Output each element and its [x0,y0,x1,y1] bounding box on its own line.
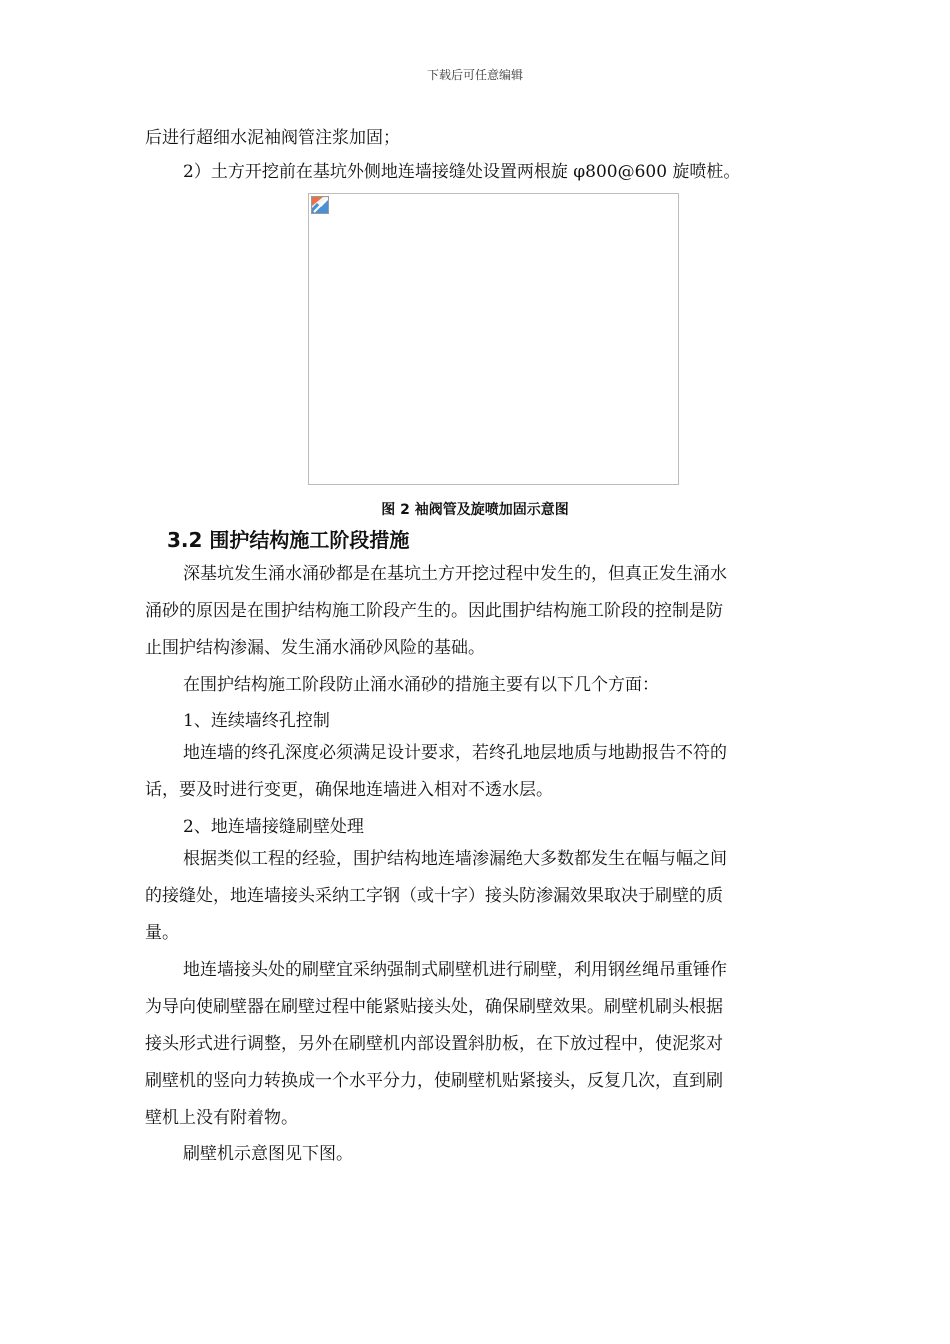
list-item-1: 1、连续墙终孔控制 [183,711,330,731]
paragraph-line: 涌砂的原因是在围护结构施工阶段产生的。因此围护结构施工阶段的控制是防 [145,601,723,621]
paragraph-line: 为导向使刷壁器在刷壁过程中能紧贴接头处，确保刷壁效果。刷壁机刷头根据 [145,997,723,1017]
paragraph-line: 接头形式进行调整，另外在刷壁机内部设置斜肋板，在下放过程中，使泥浆对 [145,1034,723,1054]
paragraph-line: 地连墙的终孔深度必须满足设计要求，若终孔地层地质与地勘报告不符的 [183,743,727,763]
paragraph-line: 刷壁机示意图见下图。 [183,1144,353,1164]
page-header: 下载后可任意编辑 [426,68,523,82]
figure-caption: 图 2 袖阀管及旋喷加固示意图 [381,502,569,518]
paragraph-line: 止围护结构渗漏、发生涌水涌砂风险的基础。 [145,638,485,658]
paragraph-line: 的接缝处，地连墙接头采纳工字钢（或十字）接头防渗漏效果取决于刷壁的质 [145,886,723,906]
paragraph-line: 在围护结构施工阶段防止涌水涌砂的措施主要有以下几个方面： [183,675,659,695]
paragraph-line: 地连墙接头处的刷壁宜采纳强制式刷壁机进行刷壁，利用钢丝绳吊重锤作 [183,960,727,980]
list-item-2: 2、地连墙接缝刷壁处理 [183,817,364,837]
paragraph-line: 刷壁机的竖向力转换成一个水平分力，使刷壁机贴紧接头，反复几次，直到刷 [145,1071,723,1091]
paragraph-line: 话，要及时进行变更，确保地连墙进入相对不透水层。 [145,780,553,800]
paragraph-line: 深基坑发生涌水涌砂都是在基坑土方开挖过程中发生的，但真正发生涌水 [183,564,727,584]
paragraph-line: 量。 [145,923,179,943]
figure-placeholder [308,193,679,485]
section-heading: 3.2 围护结构施工阶段措施 [167,528,410,552]
paragraph-line: 根据类似工程的经验，围护结构地连墙渗漏绝大多数都发生在幅与幅之间 [183,849,727,869]
paragraph-line: 壁机上没有附着物。 [145,1108,298,1128]
broken-image-icon [311,196,329,214]
list-item-2: 2）土方开挖前在基坑外侧地连墙接缝处设置两根旋 φ800@600 旋喷桩。 [183,162,741,182]
paragraph-line: 后进行超细水泥袖阀管注浆加固； [145,128,400,148]
